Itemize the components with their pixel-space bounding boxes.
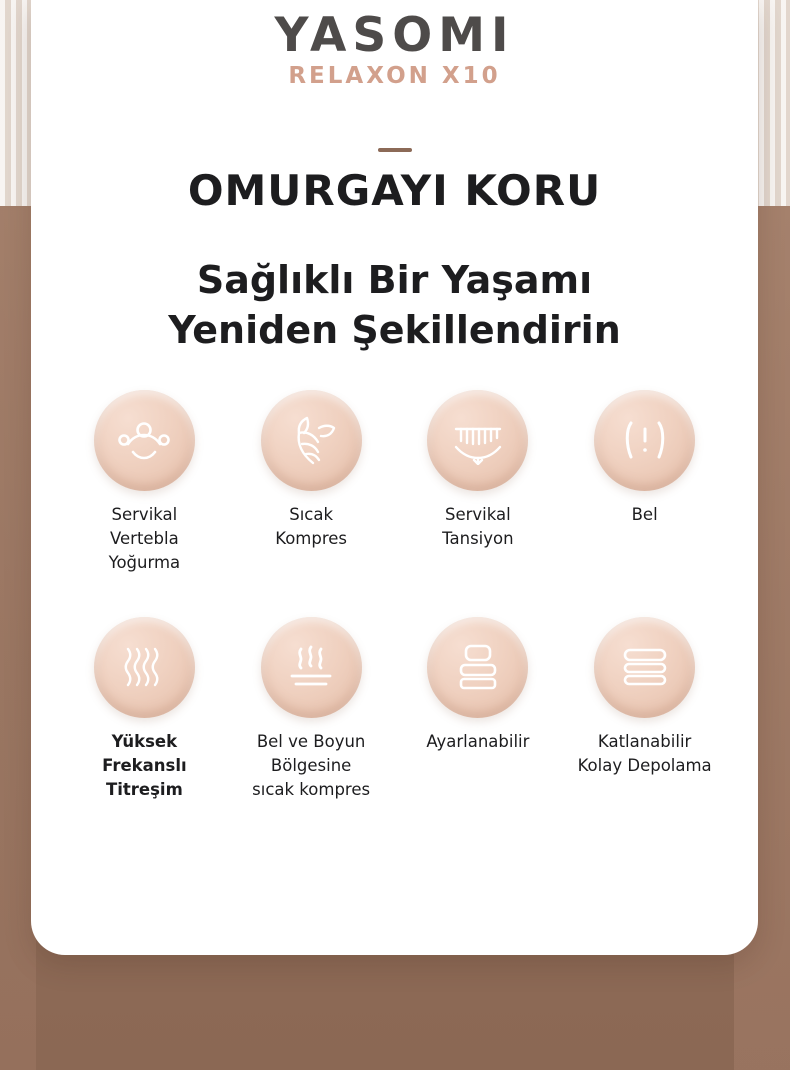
page-subtitle xyxy=(31,255,758,355)
caption-line: sıcak kompres xyxy=(252,779,371,799)
caption-line: Titreşim xyxy=(105,779,183,799)
cervical-traction-icon xyxy=(427,390,528,491)
caption-line: Bölgesine xyxy=(270,755,352,775)
feature-item xyxy=(61,617,228,802)
caption-line: Sıcak xyxy=(289,505,334,524)
caption-line: Yoğurma xyxy=(108,552,181,572)
brand-name: YASOMI xyxy=(274,8,515,63)
page-title: OMURGAYI KORU xyxy=(187,166,602,215)
caption-line: Yüksek xyxy=(111,731,178,751)
brand-block xyxy=(31,8,758,89)
foldable-storage-icon xyxy=(594,617,695,718)
feature-caption xyxy=(442,503,513,551)
caption-line: Bel ve Boyun xyxy=(256,731,366,751)
feature-caption xyxy=(578,730,712,778)
brand-model: RELAXON X10 xyxy=(288,63,501,89)
feature-item xyxy=(228,617,395,802)
content-card xyxy=(31,0,758,955)
caption-line: Frekanslı xyxy=(102,755,187,775)
feature-item xyxy=(228,390,395,575)
caption-line: Kolay Depolama xyxy=(577,755,712,775)
feature-caption xyxy=(275,503,347,551)
adjustable-icon xyxy=(427,617,528,718)
feature-item xyxy=(395,617,562,802)
feature-item xyxy=(395,390,562,575)
feature-grid xyxy=(61,390,728,802)
waist-neck-hot-compress-icon xyxy=(261,617,362,718)
caption-line: Servikal xyxy=(445,505,511,524)
caption-line: Kompres xyxy=(275,528,348,548)
caption-line: Vertebla xyxy=(110,528,179,548)
waist-icon xyxy=(594,390,695,491)
caption-line: Servikal xyxy=(111,505,178,524)
caption-line: Katlanabilir xyxy=(597,731,692,751)
feature-caption xyxy=(632,503,658,527)
page-subtitle-line1: Sağlıklı Bir Yaşamı xyxy=(196,258,593,302)
high-frequency-vibration-icon xyxy=(94,617,195,718)
feature-caption xyxy=(109,503,181,575)
cervical-vertebra-kneading-icon xyxy=(94,390,195,491)
divider-dash xyxy=(378,148,412,152)
feature-item xyxy=(61,390,228,575)
feature-caption xyxy=(426,730,529,754)
caption-line: Ayarlanabilir xyxy=(426,731,530,751)
feature-item xyxy=(561,390,728,575)
feature-item xyxy=(561,617,728,802)
page-subtitle-line2: Yeniden Şekillendirin xyxy=(168,308,621,353)
feature-caption xyxy=(252,730,370,802)
caption-line: Tansiyon xyxy=(442,528,514,548)
hot-compress-leaf-icon xyxy=(261,390,362,491)
caption-line: Bel xyxy=(631,505,658,524)
feature-caption xyxy=(102,730,187,802)
